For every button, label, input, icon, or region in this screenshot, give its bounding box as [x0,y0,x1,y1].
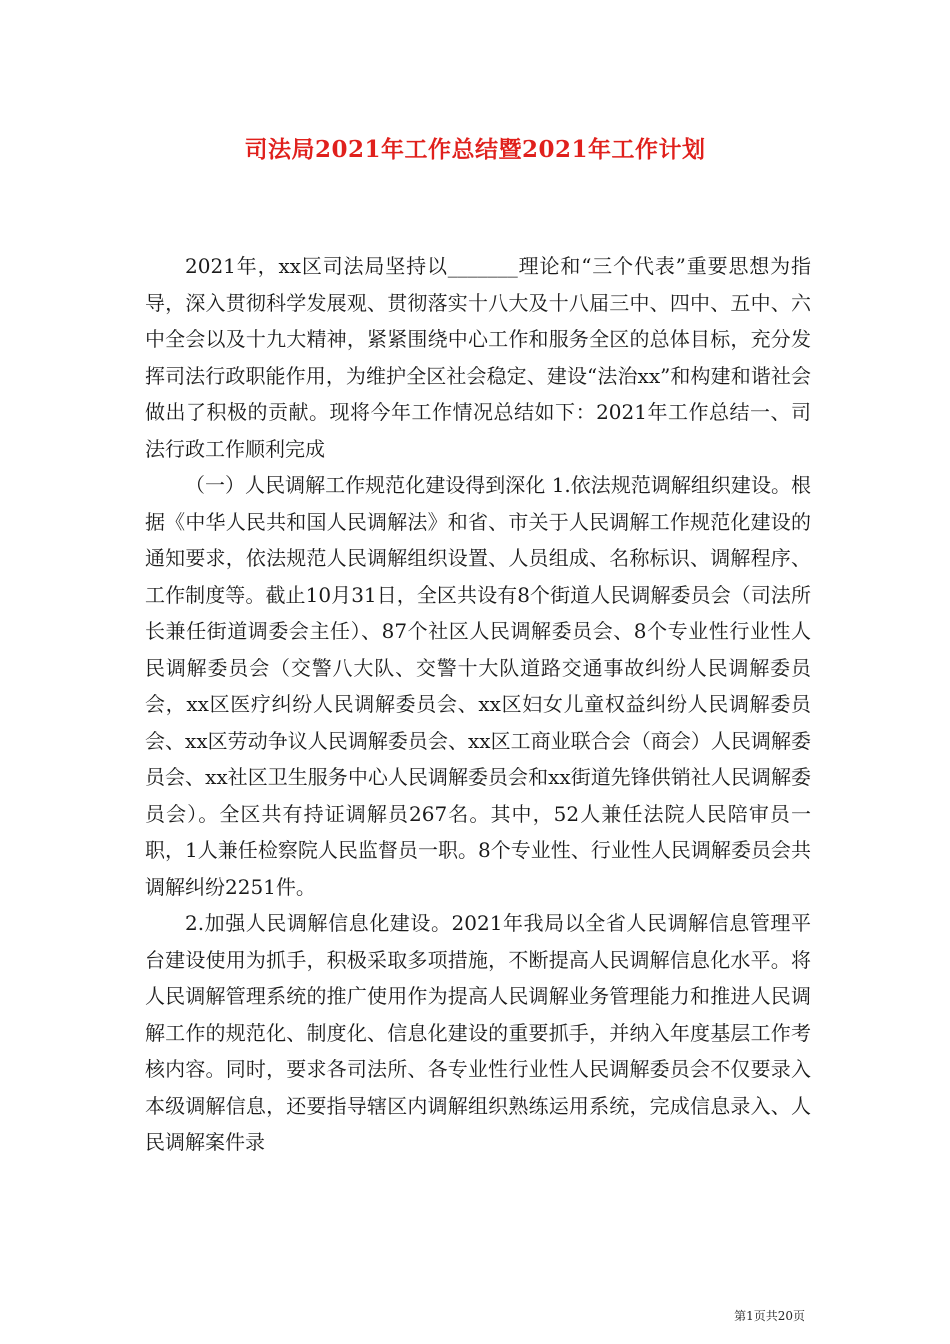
document-title: 司法局2021年工作总结暨2021年工作计划 [244,136,706,163]
paragraph-mediation-informatization: 2.加强人民调解信息化建设。2021年我局以全省人民调解信息管理平台建设使用为抓手，积极采取多项措施，不断提高人民调解信息化水平。将人民调解管理系统的推广使用作为提高人民调解业务管理能力和推进人民调解工作的规范化、制度化、信息化建设的重要抓手，并纳入年度基层工作考核内容。同时，要求各司法所、各专业性行业性人民调解委员会不仅要录入本级调解信息，还要指导辖区内调解组织熟练运用系统，完成信息录入、人民调解案件录 [145,911,811,1154]
page-number-footer: 第1页共20页 [734,1309,805,1323]
paragraph-intro: 2021年，xx区司法局坚持以_______理论和“三个代表”重要思想为指导，深入贯彻科学发展观、贯彻落实十八大及十八届三中、四中、五中、六中全会以及十九大精神，紧紧围绕中心工作和服务全区的总体目标，充分发挥司法行政职能作用，为维护全区社会稳定、建设“法治xx”和构建和谐社会做出了积极的贡献。现将今年工作情况总结如下：2021年工作总结一、司法行政工作顺利完成 [145,254,811,461]
paragraph-mediation-organization: （一）人民调解工作规范化建设得到深化 1.依法规范调解组织建设。根据《中华人民共和国人民调解法》和省、市关于人民调解工作规范化建设的通知要求，依法规范人民调解组织设置、人员组成、名称标识、调解程序、工作制度等。截止10月31日，全区共设有8个街道人民调解委员会（司法所长兼任街道调委会主任）、87个社区人民调解委员会、8个专业性行业性人民调解委员会（交警八大队、交警十大队道路交通事故纠纷人民调解委员会，xx区医疗纠纷人民调解委员会、xx区妇女儿童权益纠纷人民调解委员会、xx区劳动争议人民调解委员会、xx区工商业联合会（商会）人民调解委员会、xx社区卫生服务中心人民调解委员会和xx街道先锋供销社人民调解委员会）。全区共有持证调解员267名。其中，52人兼任法院人民陪审员一职，1人兼任检察院人民监督员一职。8个专业性、行业性人民调解委员会共调解纠纷2251件。 [145,473,811,899]
document-body [145,248,811,1161]
